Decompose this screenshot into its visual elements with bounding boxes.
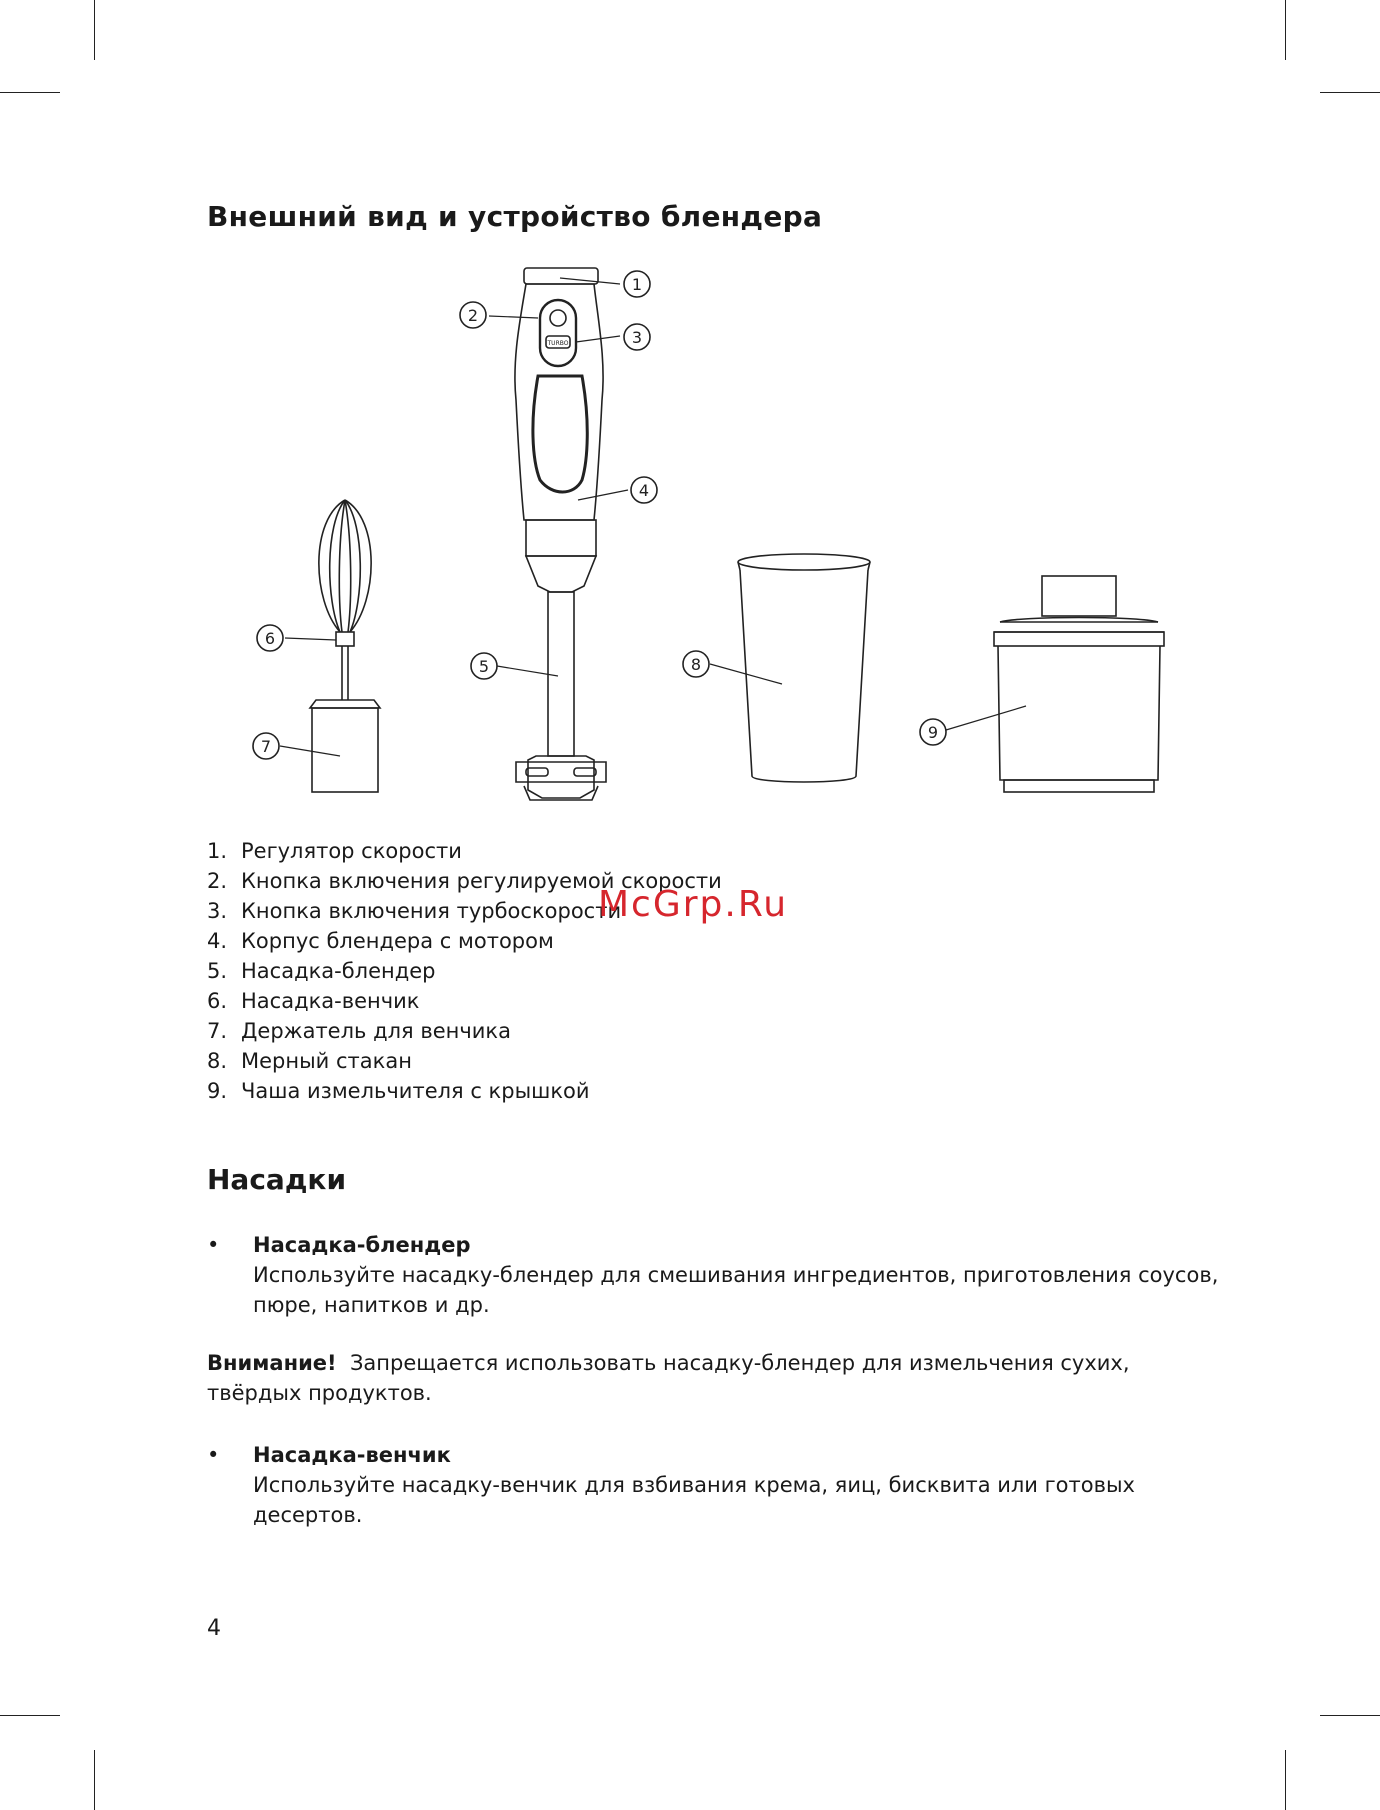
warning-text: Запрещается использовать насадку-блендер для измельчения сухих, твёрдых продуктов. xyxy=(207,1351,1130,1405)
callout-2: 2 xyxy=(467,306,479,325)
warning-note xyxy=(207,1348,1207,1408)
callout-9: 9 xyxy=(927,723,939,742)
callout-3: 3 xyxy=(631,328,643,347)
list-item: 6. Насадка-венчик xyxy=(207,989,420,1013)
callout-5: 5 xyxy=(478,657,490,676)
bullet-title: Насадка-блендер xyxy=(253,1233,471,1257)
bullet-text: Используйте насадку-венчик для взбивания крема, яиц, бисквита или готовых десертов. xyxy=(253,1473,1135,1527)
watermark: McGrp.Ru xyxy=(598,884,789,925)
chopper-bowl xyxy=(994,576,1164,792)
crop-mark xyxy=(0,1715,60,1716)
crop-mark xyxy=(1320,1715,1380,1716)
list-item: 7. Держатель для венчика xyxy=(207,1019,511,1043)
bullet-text: Используйте насадку-блендер для смешивания ингредиентов, приготовления соусов, пюре, напитков и др. xyxy=(253,1263,1219,1317)
callout-8: 8 xyxy=(690,655,702,674)
callout-6: 6 xyxy=(264,629,276,648)
bullet-icon: • xyxy=(207,1443,220,1467)
parts-list xyxy=(207,836,722,1106)
list-item: 3. Кнопка включения турбоскорости xyxy=(207,899,622,923)
crop-mark xyxy=(1285,1750,1286,1810)
warning-label: Внимание! xyxy=(207,1351,337,1375)
section-title-device: Внешний вид и устройство блендера xyxy=(207,200,823,233)
page-number: 4 xyxy=(207,1616,221,1641)
measuring-cup xyxy=(738,554,870,782)
whisk-attachment xyxy=(319,500,371,700)
bullet-whisk-attachment xyxy=(207,1440,1233,1530)
callout-4: 4 xyxy=(638,481,650,500)
blender-shaft xyxy=(516,592,606,800)
list-item: 8. Мерный стакан xyxy=(207,1049,412,1073)
callout-7: 7 xyxy=(260,737,272,756)
turbo-button-label: TURBO xyxy=(547,340,569,347)
list-item: 9. Чаша измельчителя с крышкой xyxy=(207,1079,590,1103)
crop-mark xyxy=(94,1750,95,1810)
blender-motor-body xyxy=(515,268,603,592)
section-title-attachments: Насадки xyxy=(207,1163,347,1196)
list-item: 4. Корпус блендера с мотором xyxy=(207,929,554,953)
bullet-blender-attachment xyxy=(207,1230,1233,1320)
bullet-title: Насадка-венчик xyxy=(253,1443,451,1467)
bullet-icon: • xyxy=(207,1233,220,1257)
list-item: 1. Регулятор скорости xyxy=(207,839,462,863)
whisk-holder xyxy=(310,700,380,792)
list-item: 2. Кнопка включения регулируемой скорости xyxy=(207,869,722,893)
list-item: 5. Насадка-блендер xyxy=(207,959,436,983)
blender-diagram xyxy=(0,0,1380,820)
callout-1: 1 xyxy=(631,275,643,294)
